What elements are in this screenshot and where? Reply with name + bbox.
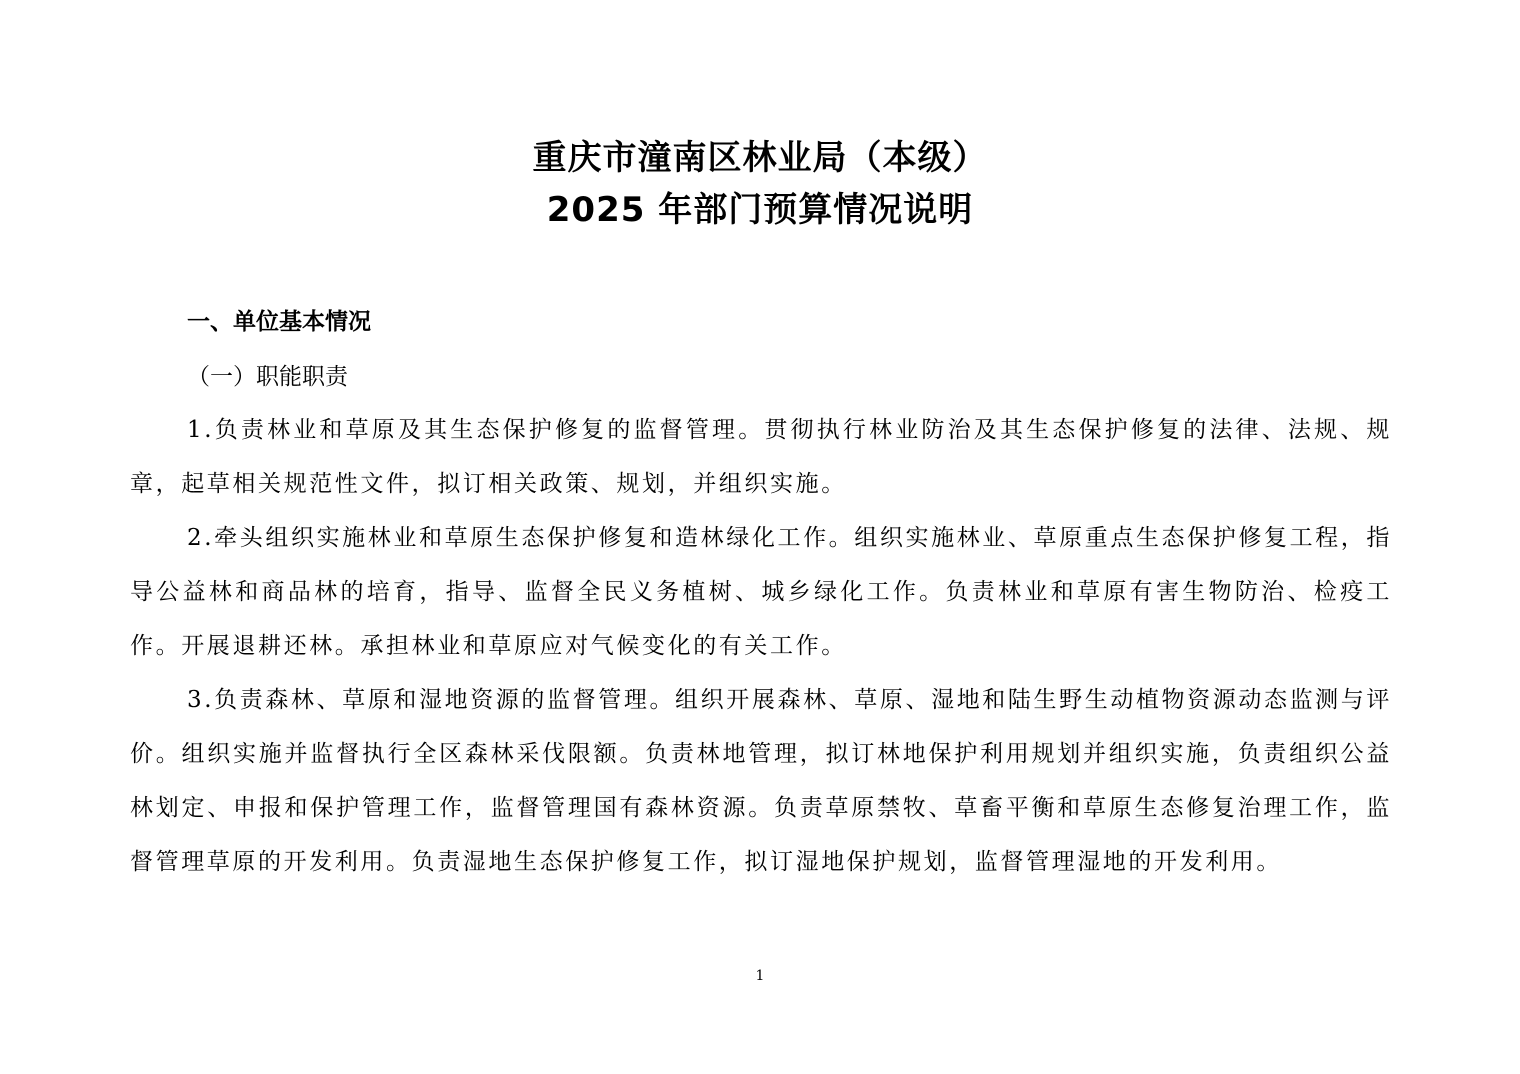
document-title: [0, 132, 1520, 236]
paragraph-2: 2.牵头组织实施林业和草原生态保护修复和造林绿化工作。组织实施林业、草原重点生态保护修复工程，指导公益林和商品林的培育，指导、监督全民义务植树、城乡绿化工作。负责林业和草原有害生物防治、检疫工作。开展退耕还林。承担林业和草原应对气候变化的有关工作。: [130, 525, 1392, 659]
document-body: [130, 303, 1392, 889]
section-heading: 一、单位基本情况: [187, 309, 371, 335]
title-line-1: 重庆市潼南区林业局（本级）: [532, 138, 988, 178]
paragraph-1: 1.负责林业和草原及其生态保护修复的监督管理。贯彻执行林业防治及其生态保护修复的法律、法规、规章，起草相关规范性文件，拟订相关政策、规划，并组织实施。: [130, 417, 1392, 497]
subsection-heading: （一）职能职责: [187, 364, 348, 390]
paragraph-3: 3.负责森林、草原和湿地资源的监督管理。组织开展森林、草原、湿地和陆生野生动植物资源动态监测与评价。组织实施并监督执行全区森林采伐限额。负责林地管理，拟订林地保护利用规划并组织实施，负责组织公益林划定、申报和保护管理工作，监督管理国有森林资源。负责草原禁牧、草畜平衡和草原生态修复治理工作，监督管理草原的开发利用。负责湿地生态保护修复工作，拟订湿地保护规划，监督管理湿地的开发利用。: [130, 687, 1392, 875]
title-line-2: 2025 年部门预算情况说明: [546, 190, 974, 230]
page-number: 1: [755, 968, 765, 984]
